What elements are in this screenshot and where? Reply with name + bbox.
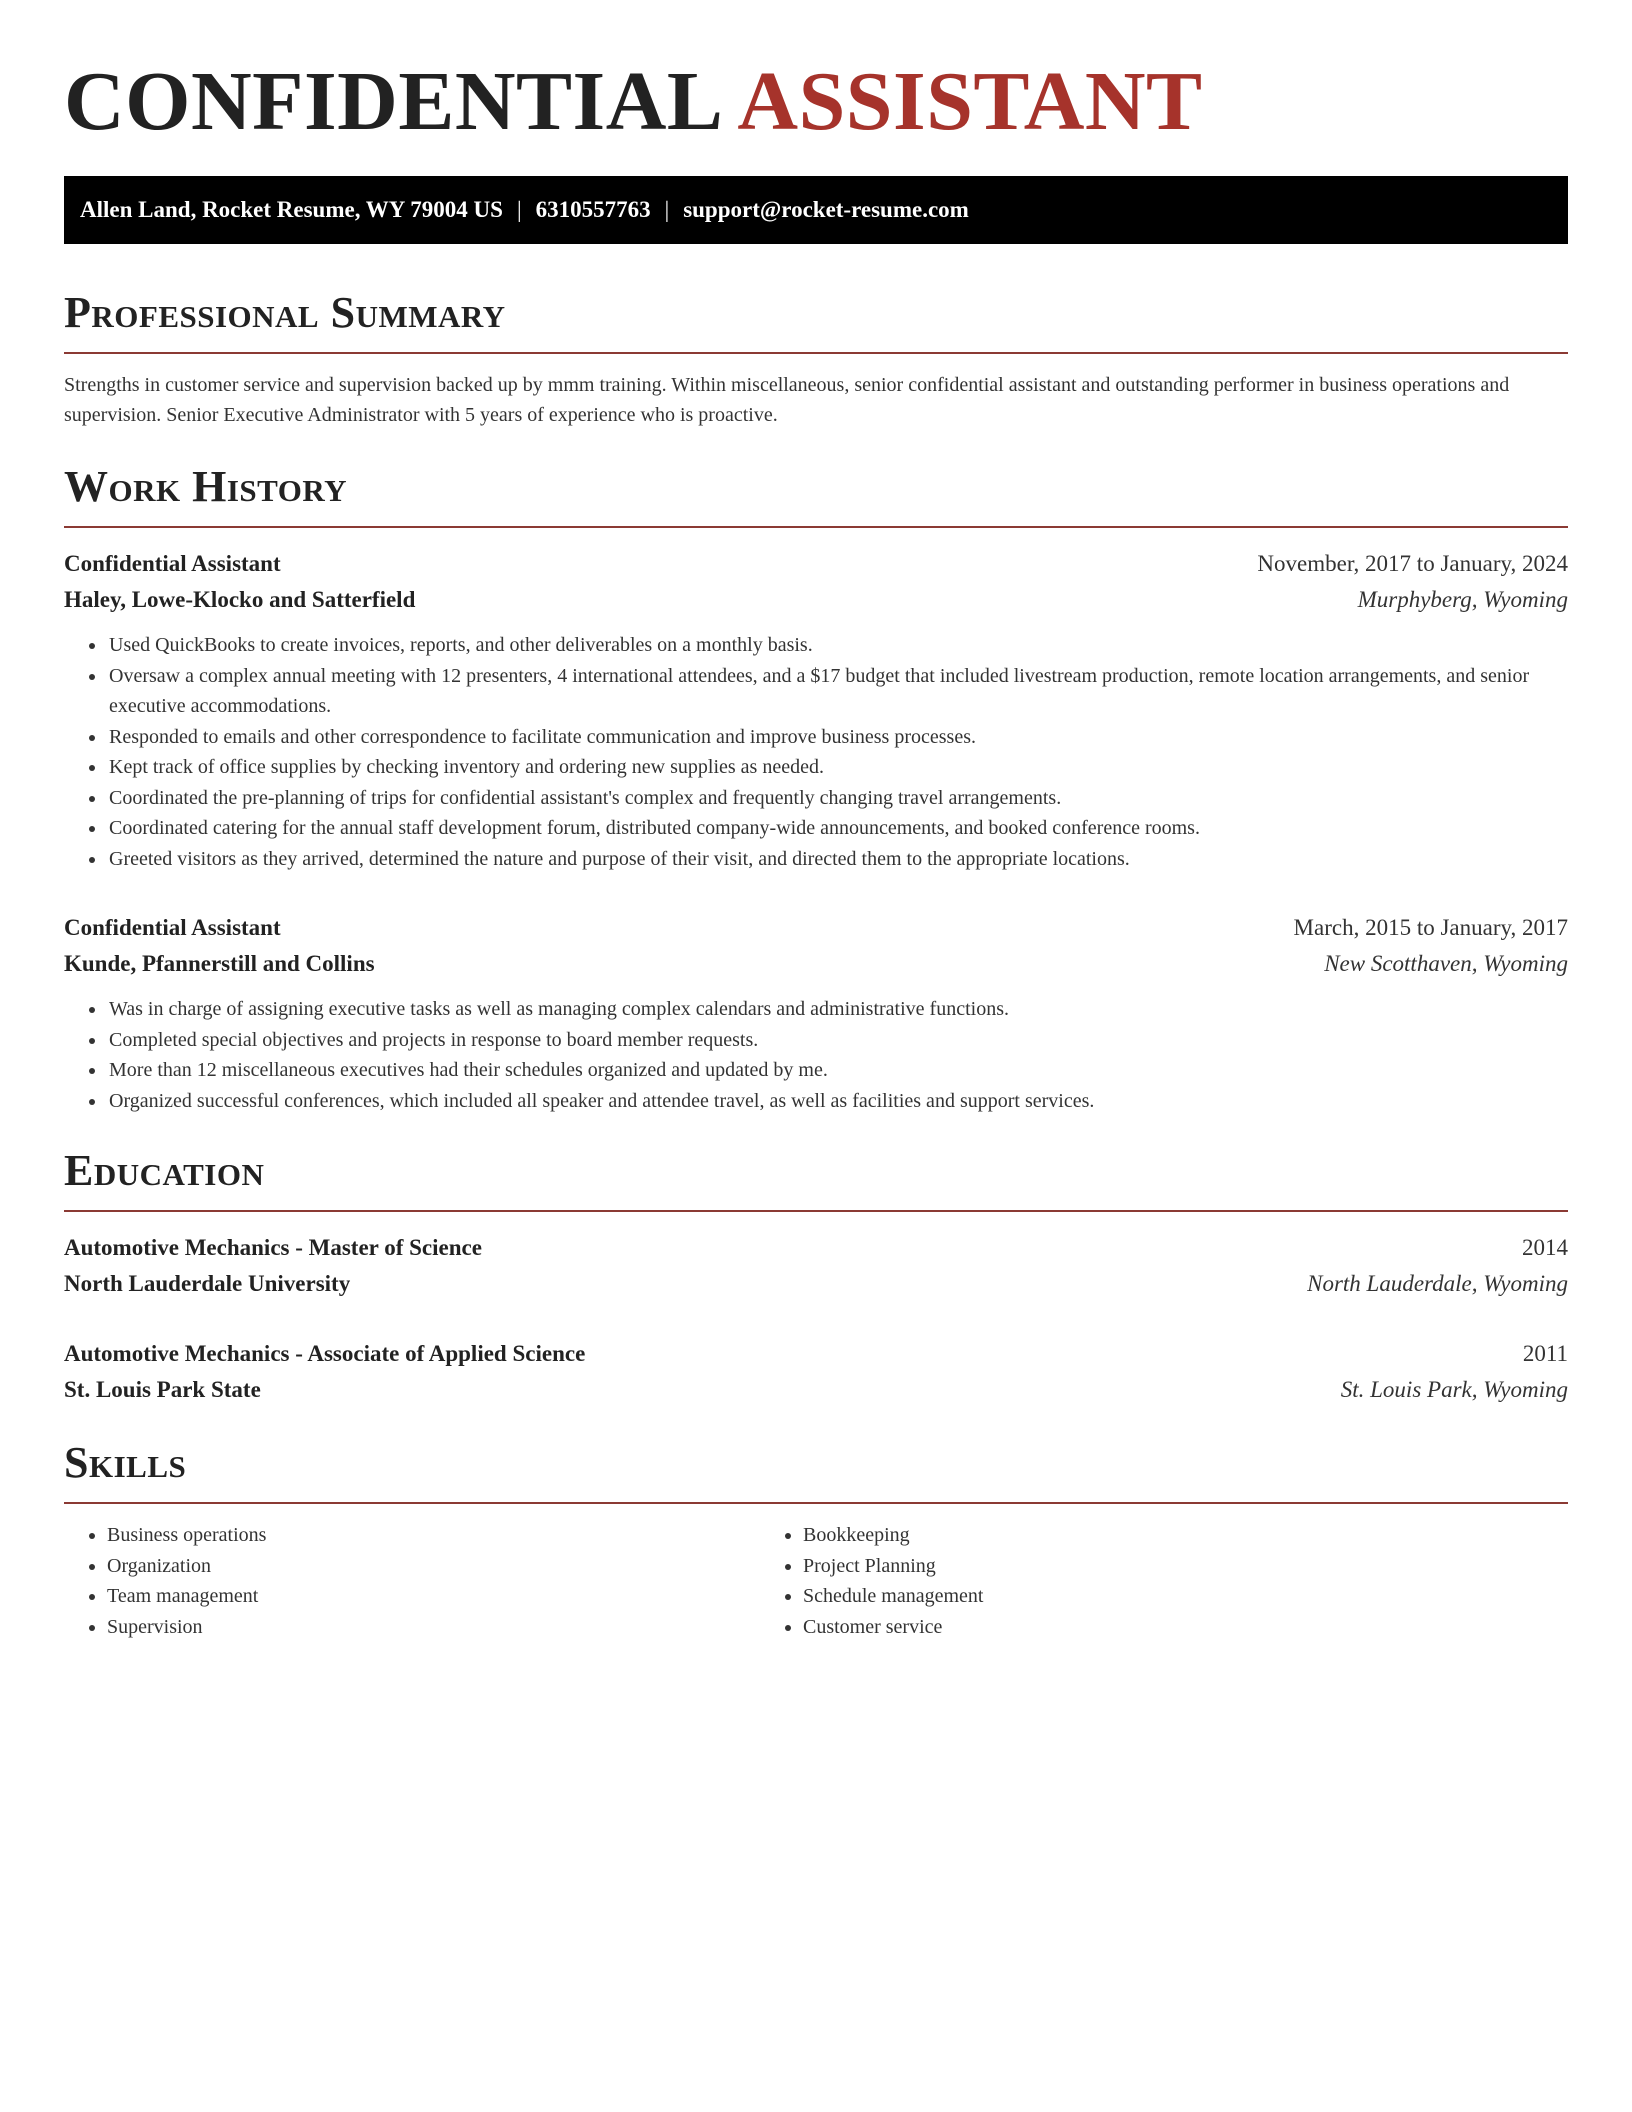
education-entry bbox=[64, 1230, 1568, 1302]
job-bullet: • Was in charge of assigning executive tasks as well as managing complex calendars and administrative functions. bbox=[107, 994, 1568, 1025]
name-first: CONFIDENTIAL bbox=[64, 55, 724, 148]
education-school-row bbox=[64, 1266, 1568, 1302]
skill-item: • Project Planning bbox=[803, 1551, 1456, 1582]
education-header-row bbox=[64, 1230, 1568, 1266]
summary-section bbox=[64, 288, 1568, 430]
education-school-row bbox=[64, 1372, 1568, 1408]
section-divider bbox=[64, 352, 1568, 354]
education-school: North Lauderdale University bbox=[64, 1271, 351, 1296]
contact-email: support@rocket-resume.com bbox=[683, 197, 969, 222]
education-degree: Automotive Mechanics - Associate of Applied Science bbox=[64, 1341, 586, 1366]
resume-name-heading bbox=[64, 56, 1568, 148]
work-history-section bbox=[64, 462, 1568, 1116]
job-title: Confidential Assistant bbox=[64, 551, 281, 576]
skill-item: • Team management bbox=[107, 1581, 760, 1612]
job-bullet: • Oversaw a complex annual meeting with 12 presenters, 4 international attendees, and a $17 budget that included livestream production, remote location arrangements, and senior executive accommodations. bbox=[107, 661, 1568, 722]
summary-text: Strengths in customer service and supervision backed up by mmm training. Within miscellaneous, senior confidential assistant and outstanding performer in business operations and supervision. Senior Executive Administrator with 5 years of experience who is proactive. bbox=[64, 374, 1510, 426]
section-title-work-history: Work History bbox=[64, 462, 348, 511]
job-header-row bbox=[64, 546, 1568, 582]
job-bullet: • Completed special objectives and projects in response to board member requests. bbox=[107, 1025, 1568, 1056]
section-title-summary: Professional Summary bbox=[64, 288, 506, 337]
job-entry bbox=[64, 910, 1568, 1116]
job-location: New Scotthaven, Wyoming bbox=[1324, 951, 1568, 976]
section-divider bbox=[64, 526, 1568, 528]
skills-list-left bbox=[64, 1520, 760, 1642]
education-location: St. Louis Park, Wyoming bbox=[1340, 1377, 1568, 1402]
skill-item: • Business operations bbox=[107, 1520, 760, 1551]
job-bullet: • More than 12 miscellaneous executives had their schedules organized and updated by me. bbox=[107, 1055, 1568, 1086]
job-bullet: • Coordinated catering for the annual staff development forum, distributed company-wide announcements, and booked conference rooms. bbox=[107, 813, 1568, 844]
job-bullet: • Responded to emails and other correspondence to facilitate communication and improve business processes. bbox=[107, 722, 1568, 753]
job-company: Haley, Lowe-Klocko and Satterfield bbox=[64, 587, 416, 612]
section-title-education: Education bbox=[64, 1146, 265, 1195]
job-bullet: • Kept track of office supplies by checking inventory and ordering new supplies as needed. bbox=[107, 752, 1568, 783]
education-degree: Automotive Mechanics - Master of Science bbox=[64, 1235, 482, 1260]
job-bullet: • Coordinated the pre-planning of trips for confidential assistant's complex and frequently changing travel arrangements. bbox=[107, 783, 1568, 814]
skill-item: • Customer service bbox=[803, 1612, 1456, 1643]
job-bullet: • Greeted visitors as they arrived, determined the nature and purpose of their visit, and directed them to the appropriate locations. bbox=[107, 844, 1568, 875]
section-divider bbox=[64, 1210, 1568, 1212]
skill-item: • Schedule management bbox=[803, 1581, 1456, 1612]
job-title: Confidential Assistant bbox=[64, 915, 281, 940]
skill-item: • Organization bbox=[107, 1551, 760, 1582]
skills-section bbox=[64, 1438, 1568, 1642]
education-school: St. Louis Park State bbox=[64, 1377, 261, 1402]
skill-item: • Supervision bbox=[107, 1612, 760, 1643]
contact-phone: 6310557763 bbox=[535, 197, 651, 222]
job-dates: November, 2017 to January, 2024 bbox=[1257, 551, 1568, 576]
skills-list-right bbox=[760, 1520, 1456, 1642]
education-year: 2011 bbox=[1522, 1341, 1568, 1366]
job-entry bbox=[64, 546, 1568, 874]
skill-item: • Bookkeeping bbox=[803, 1520, 1456, 1551]
contact-address: Allen Land, Rocket Resume, WY 79004 US bbox=[80, 197, 503, 222]
contact-separator: | bbox=[664, 197, 670, 222]
education-year: 2014 bbox=[1522, 1235, 1568, 1260]
job-bullet: • Organized successful conferences, which included all speaker and attendee travel, as well as facilities and support services. bbox=[107, 1086, 1568, 1117]
education-entry bbox=[64, 1336, 1568, 1408]
section-divider bbox=[64, 1502, 1568, 1504]
job-company-row bbox=[64, 582, 1568, 618]
skills-columns bbox=[64, 1520, 1568, 1642]
job-header-row bbox=[64, 910, 1568, 946]
job-bullets bbox=[64, 630, 1568, 874]
job-location: Murphyberg, Wyoming bbox=[1357, 587, 1568, 612]
education-section bbox=[64, 1146, 1568, 1408]
job-company-row bbox=[64, 946, 1568, 982]
contact-bar bbox=[64, 176, 1568, 244]
job-bullet: • Used QuickBooks to create invoices, reports, and other deliverables on a monthly basis. bbox=[107, 630, 1568, 661]
section-title-skills: Skills bbox=[64, 1438, 187, 1487]
job-bullets bbox=[64, 994, 1568, 1116]
contact-separator: | bbox=[516, 197, 522, 222]
education-location: North Lauderdale, Wyoming bbox=[1307, 1271, 1568, 1296]
job-company: Kunde, Pfannerstill and Collins bbox=[64, 951, 375, 976]
education-header-row bbox=[64, 1336, 1568, 1372]
job-dates: March, 2015 to January, 2017 bbox=[1293, 915, 1568, 940]
name-last: ASSISTANT bbox=[737, 55, 1203, 148]
